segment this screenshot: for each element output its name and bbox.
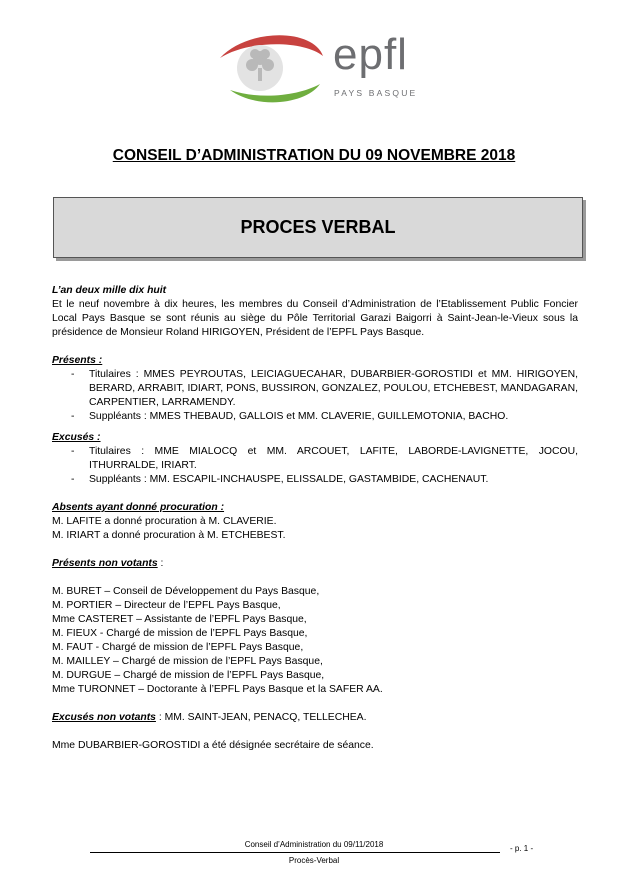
footer-divider: [90, 852, 500, 853]
non-votants-heading: Présents non votants: [52, 558, 158, 569]
document-body: [52, 284, 578, 753]
non-votants-heading-line: [52, 557, 578, 571]
list-item: - Suppléants : MM. ESCAPIL-INCHAUSPE, ELISSALDE, GASTAMBIDE, CACHENAUT.: [52, 473, 578, 487]
list-item: Mme CASTERET – Assistante de l’EPFL Pays Basque,: [52, 614, 307, 625]
excuses-non-votants-text: : MM. SAINT-JEAN, PENACQ, TELLECHEA.: [155, 712, 367, 723]
list-item: - Suppléants : MMES THEBAUD, GALLOIS et MM. CLAVERIE, GUILLEMOTONIA, BACHO.: [52, 410, 578, 424]
proces-verbal-box: [53, 197, 583, 258]
absents-heading: Absents ayant donné procuration :: [52, 502, 225, 513]
non-votants-list: [52, 585, 578, 697]
list-item: - Titulaires : MMES PEYROUTAS, LEICIAGUECAHAR, DUBARBIER-GOROSTIDI et MM. HIRIGOYEN, BERARD, ARRABIT, IDIART, PONS, BUSSIRON, GONZALEZ, POULOU, ETCHEBEST, MANDAGARAN, CARPENTIER, LARRAMENDY.: [52, 368, 578, 410]
logo-subtitle: PAYS BASQUE: [334, 88, 418, 98]
procuration-line: M. IRIART a donné procuration à M. ETCHEBEST.: [52, 530, 286, 541]
non-votants-suffix: :: [157, 558, 164, 569]
intro-paragraph: Et le neuf novembre à dix heures, les membres du Conseil d’Administration de l’Etablissement Public Foncier Local Pays Basque se sont réunis au siège du Pôle Territorial Garazi Baigorri à Saint-Jean-le-Vieux sous la présidence de Monsieur Roland HIRIGOYEN, Président de l’EPFL Pays Basque.: [52, 299, 578, 338]
presents-list: [52, 368, 578, 424]
list-item: M. FAUT - Chargé de mission de l’EPFL Pays Basque,: [52, 642, 304, 653]
list-item: - Titulaires : MME MIALOCQ et MM. ARCOUET, LAFITE, LABORDE-LAVIGNETTE, JOCOU, ITHURRALDE, IRIART.: [52, 445, 578, 473]
list-item: M. BURET – Conseil de Développement du Pays Basque,: [52, 586, 320, 597]
excuses-non-votants-heading: Excusés non votants: [52, 712, 156, 723]
excuses-non-votants-line: [52, 711, 578, 725]
secretaire-line: Mme DUBARBIER-GOROSTIDI a été désignée secrétaire de séance.: [52, 740, 374, 751]
excuses-list: [52, 445, 578, 487]
proces-verbal-title: PROCES VERBAL: [240, 217, 396, 237]
logo-green-arc: [230, 84, 320, 102]
list-item: M. FIEUX - Chargé de mission de l’EPFL Pays Basque,: [52, 628, 308, 639]
excuses-heading: Excusés :: [52, 432, 101, 443]
list-item: Mme TURONNET – Doctorante à l’EPFL Pays Basque et la SAFER AA.: [52, 684, 383, 695]
procuration-line: M. LAFITE a donné procuration à M. CLAVERIE.: [52, 516, 277, 527]
intro-heading: L’an deux mille dix huit: [52, 285, 167, 296]
footer-title: Conseil d’Administration du 09/11/2018: [244, 840, 384, 849]
list-item: M. PORTIER – Directeur de l’EPFL Pays Basque,: [52, 600, 281, 611]
presents-heading: Présents :: [52, 355, 103, 366]
list-item: M. MAILLEY – Chargé de mission de l’EPFL Pays Basque,: [52, 656, 323, 667]
document-title: CONSEIL D’ADMINISTRATION DU 09 NOVEMBRE 2018: [112, 147, 516, 164]
list-item: M. DURGUE – Chargé de mission de l’EPFL Pays Basque,: [52, 670, 325, 681]
logo-wordmark: epfl: [333, 30, 408, 79]
page-number: - p. 1 -: [510, 844, 534, 853]
footer-subtitle: Procès-Verbal: [288, 856, 340, 865]
